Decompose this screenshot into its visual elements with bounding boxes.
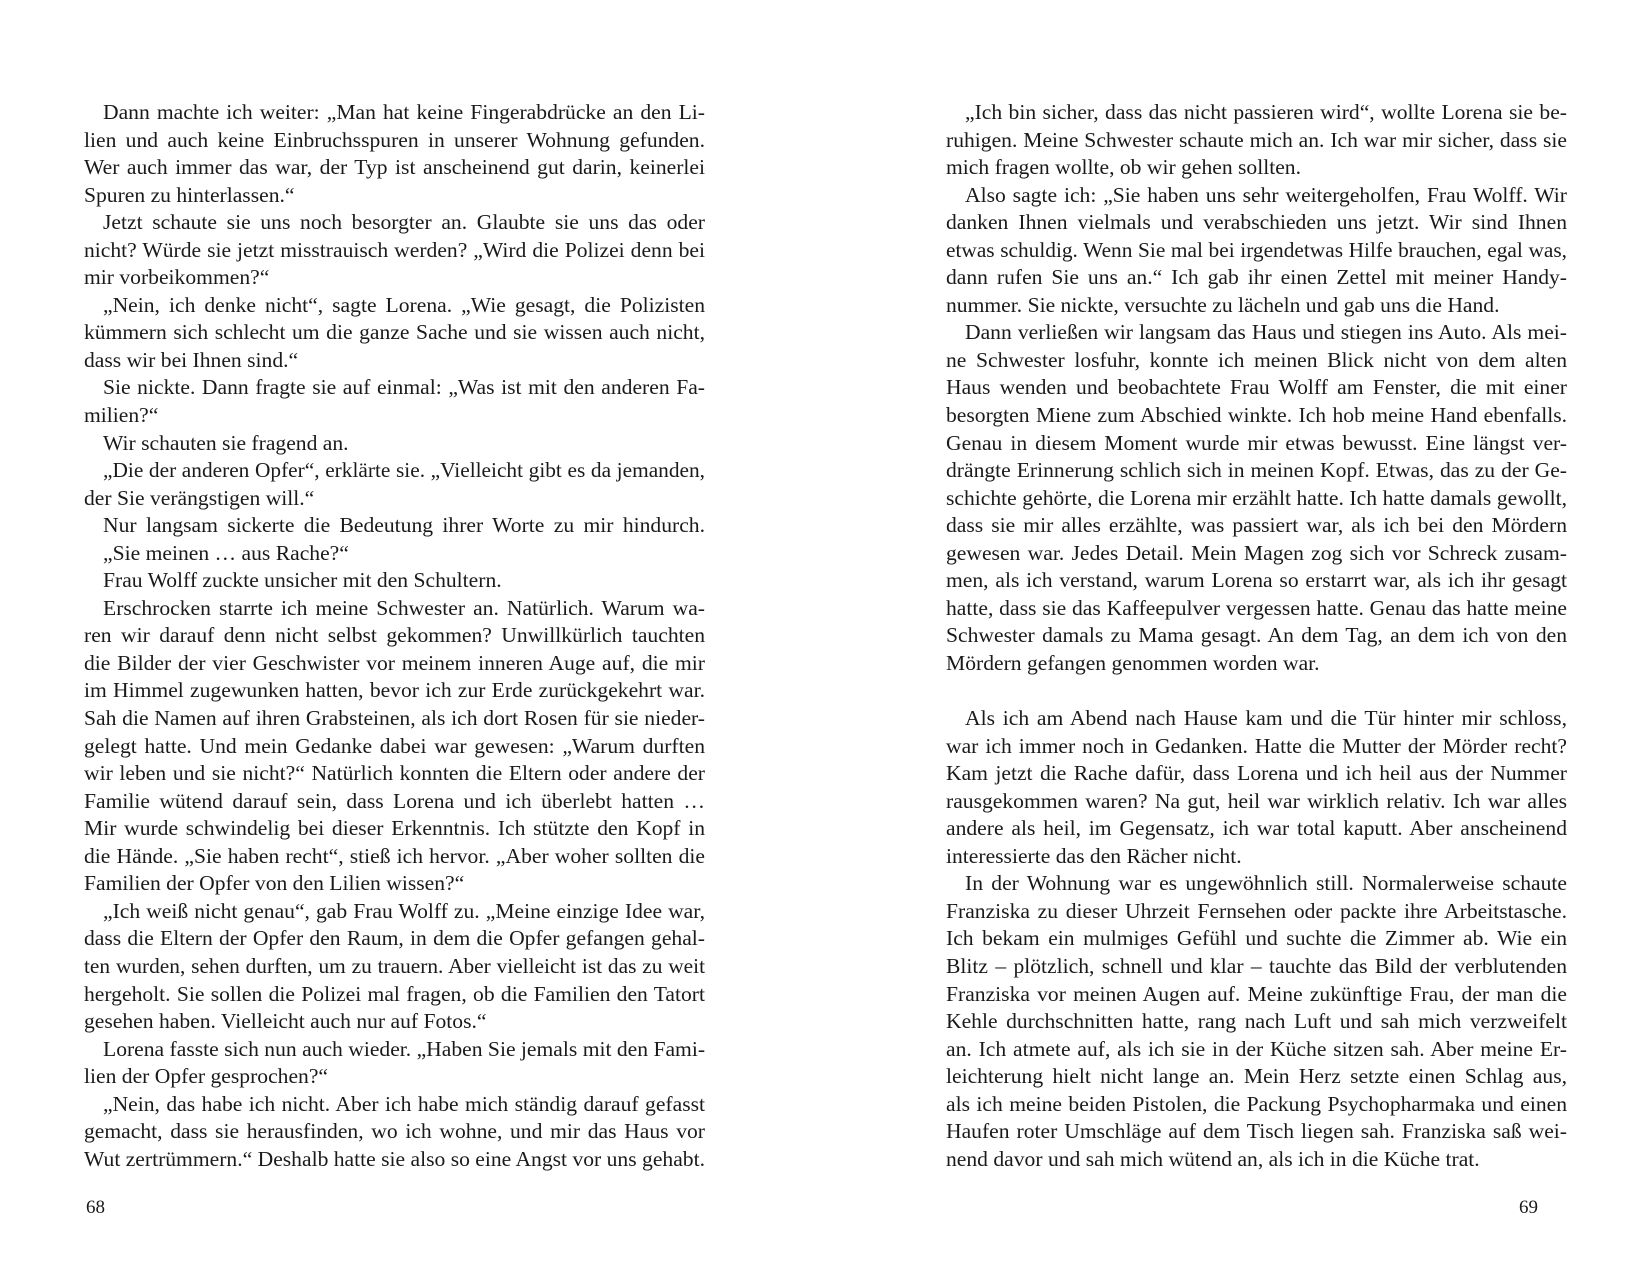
- text-line: war ich immer noch in Gedanken. Hatte die Mutter der Mörder recht?: [946, 733, 1567, 758]
- text-line: rausgekommen waren? Na gut, heil war wirklich relativ. Ich war alles: [946, 788, 1567, 813]
- text-line: Wir schauten sie fragend an.: [103, 430, 349, 455]
- text-line: ruhigen. Meine Schwester schaute mich an. Ich war mir sicher, dass sie: [946, 127, 1567, 152]
- text-line: drängte Erinnerung schlich sich in meinen Kopf. Etwas, das zu der Ge-: [946, 458, 1567, 483]
- text-line: interessierte das den Rächer nicht.: [946, 843, 1242, 868]
- text-line: ne Schwester losfuhr, konnte ich meinen Blick nicht von dem alten: [946, 347, 1567, 372]
- text-line: Jetzt schaute sie uns noch besorgter an. Glaubte sie uns das oder: [103, 210, 705, 235]
- text-line: Mördern gefangen genommen worden war.: [946, 650, 1320, 675]
- text-line: Blitz – plötzlich, schnell und klar – tauchte das Bild der verblutenden: [946, 953, 1567, 978]
- text-line: „Ich weiß nicht genau“, gab Frau Wolff zu. „Meine einzige Idee war,: [103, 898, 705, 923]
- text-line: Erschrocken starrte ich meine Schwester an. Natürlich. Warum wa-: [103, 595, 705, 620]
- text-line: andere als heil, im Gegensatz, ich war total kaputt. Aber anscheinend: [946, 816, 1567, 841]
- text-line: men, als ich verstand, warum Lorena so erstarrt war, als ich ihr gesagt: [946, 568, 1567, 593]
- text-line: danken Ihnen vielmals und verabschieden uns jetzt. Wir sind Ihnen: [946, 210, 1567, 235]
- text-line: nend davor und sah mich wütend an, als ich in die Küche trat.: [946, 1146, 1480, 1171]
- text-line: dass wir bei Ihnen sind.“: [84, 347, 299, 372]
- text-line: der Sie verängstigen will.“: [84, 485, 315, 510]
- text-line: Nur langsam sickerte die Bedeutung ihrer Worte zu mir hindurch.: [103, 513, 705, 538]
- text-line: „Nein, ich denke nicht“, sagte Lorena. „Wie gesagt, die Polizisten: [103, 292, 705, 317]
- text-line: an. Ich atmete auf, als ich sie in der Küche sitzen sah. Aber meine Er-: [946, 1036, 1567, 1061]
- text-line: hatte, dass sie das Kaffeepulver vergessen hatte. Genau das hatte meine: [946, 595, 1567, 620]
- text-line: gelegt hatte. Und mein Gedanke dabei war gewesen: „Warum durften: [84, 733, 705, 758]
- text-line: dass die Eltern der Opfer den Raum, in dem die Opfer gefangen gehal-: [84, 926, 705, 951]
- text-line: „Sie meinen … aus Rache?“: [103, 540, 349, 565]
- text-line: Also sagte ich: „Sie haben uns sehr weitergeholfen, Frau Wolff. Wir: [965, 182, 1567, 207]
- text-line: Frau Wolff zuckte unsicher mit den Schultern.: [103, 568, 502, 593]
- text-line: ren wir darauf denn nicht selbst gekommen? Unwillkürlich tauchten: [84, 623, 705, 648]
- text-line: Schwester damals zu Mama gesagt. An dem Tag, an dem ich von den: [946, 623, 1567, 648]
- text-line: „Die der anderen Opfer“, erklärte sie. „Vielleicht gibt es da jemanden,: [103, 458, 705, 483]
- section-break: [946, 677, 1567, 705]
- text-line: Familien der Opfer von den Lilien wissen?“: [84, 871, 465, 896]
- text-line: Spuren zu hinterlassen.“: [84, 182, 295, 207]
- text-line: mir vorbeikommen?“: [84, 265, 270, 290]
- text-line: Ich bekam ein mulmiges Gefühl und suchte die Zimmer ab. Wie ein: [946, 926, 1567, 951]
- text-line: Franziska zu dieser Uhrzeit Fernsehen oder packte ihre Arbeitstasche.: [946, 898, 1567, 923]
- right-page-number: 69: [1519, 1197, 1538, 1218]
- text-line: Sah die Namen auf ihren Grabsteinen, als ich dort Rosen für sie nieder-: [84, 706, 705, 731]
- text-line: hergeholt. Sie sollen die Polizei mal fragen, ob die Familien den Tatort: [84, 981, 705, 1006]
- text-line: Haus wenden und beobachtete Frau Wolff am Fenster, die mit einer: [946, 375, 1567, 400]
- text-line: besorgten Miene zum Abschied winkte. Ich hob meine Hand ebenfalls.: [946, 403, 1567, 428]
- text-line: nicht? Würde sie jetzt misstrauisch werden? „Wird die Polizei denn bei: [84, 237, 705, 262]
- text-line: die Hände. „Sie haben recht“, stieß ich hervor. „Aber woher sollten die: [84, 843, 705, 868]
- text-line: die Bilder der vier Geschwister vor meinem inneren Auge auf, die mir: [84, 650, 705, 675]
- text-line: Wer auch immer das war, der Typ ist anscheinend gut darin, keinerlei: [84, 155, 705, 180]
- text-line: im Himmel zugewunken hatten, bevor ich zur Erde zurückgekehrt war.: [84, 678, 705, 703]
- text-line: etwas schuldig. Wenn Sie mal bei irgendetwas Hilfe brauchen, egal was,: [946, 237, 1567, 262]
- text-line: als ich meine beiden Pistolen, die Packung Psychopharmaka und einen: [946, 1091, 1567, 1116]
- text-line: kümmern sich schlecht um die ganze Sache und sie wissen auch nicht,: [84, 320, 705, 345]
- text-line: Sie nickte. Dann fragte sie auf einmal: „Was ist mit den anderen Fa-: [103, 375, 705, 400]
- text-line: Als ich am Abend nach Hause kam und die Tür hinter mir schloss,: [965, 706, 1567, 731]
- text-line: Haufen roter Umschläge auf dem Tisch liegen sah. Franziska saß wei-: [946, 1119, 1567, 1144]
- text-line: Dann machte ich weiter: „Man hat keine Fingerabdrücke an den Li-: [103, 100, 705, 124]
- text-line: Mir wurde schwindelig bei dieser Erkenntnis. Ich stützte den Kopf in: [84, 816, 705, 841]
- text-line: Kehle durchschnitten hatte, rang nach Luft und sah mich verzweifelt: [946, 1009, 1567, 1034]
- text-line: gemacht, dass sie herausfinden, wo ich wohne, und mir das Haus vor: [84, 1119, 705, 1144]
- text-line: In der Wohnung war es ungewöhnlich still. Normalerweise schaute: [965, 871, 1567, 896]
- text-line: ten wurden, sehen durften, um zu trauern. Aber vielleicht ist das zu weit: [84, 953, 705, 978]
- text-line: wir leben und sie nicht?“ Natürlich konnten die Eltern oder andere der: [84, 761, 705, 786]
- text-line: Genau in diesem Moment wurde mir etwas bewusst. Eine längst ver-: [946, 430, 1567, 455]
- left-page-text: [84, 99, 705, 1173]
- text-line: Kam jetzt die Rache dafür, dass Lorena und ich heil aus der Nummer: [946, 761, 1567, 786]
- text-line: nummer. Sie nickte, versuchte zu lächeln und gab uns die Hand.: [946, 292, 1500, 317]
- text-line: milien?“: [84, 403, 159, 428]
- left-page-number: 68: [86, 1197, 105, 1218]
- text-line: dann rufen Sie uns an.“ Ich gab ihr einen Zettel mit meiner Handy-: [946, 265, 1567, 290]
- text-line: gesehen haben. Vielleicht auch nur auf Fotos.“: [84, 1009, 487, 1034]
- text-line: gewesen war. Jedes Detail. Mein Magen zog sich vor Schreck zusam-: [946, 540, 1567, 565]
- text-line: „Nein, das habe ich nicht. Aber ich habe mich ständig darauf gefasst: [103, 1091, 705, 1116]
- text-line: Lorena fasste sich nun auch wieder. „Haben Sie jemals mit den Fami-: [103, 1036, 706, 1061]
- text-line: leichterung hielt nicht lange an. Mein Herz setzte einen Schlag aus,: [946, 1064, 1567, 1089]
- text-line: schichte gehörte, die Lorena mir erzählt hatte. Ich hatte damals gewollt,: [946, 485, 1567, 510]
- text-line: Wut zertrümmern.“ Deshalb hatte sie also so eine Angst vor uns gehabt.: [84, 1146, 705, 1171]
- text-line: dass sie mir alles erzählte, was passiert war, als ich bei den Mördern: [946, 513, 1567, 538]
- text-line: „Ich bin sicher, dass das nicht passieren wird“, wollte Lorena sie be-: [965, 100, 1567, 124]
- text-line: Dann verließen wir langsam das Haus und stiegen ins Auto. Als mei-: [965, 320, 1567, 345]
- text-line: Familie wütend darauf sein, dass Lorena und ich überlebt hatten …: [84, 788, 705, 813]
- text-line: Franziska vor meinen Augen auf. Meine zukünftige Frau, der man die: [946, 981, 1567, 1006]
- text-line: mich fragen wollte, ob wir gehen sollten.: [946, 155, 1301, 180]
- text-line: lien und auch keine Einbruchsspuren in unserer Wohnung gefunden.: [84, 127, 705, 152]
- right-page-text: [946, 99, 1567, 1173]
- text-line: lien der Opfer gesprochen?“: [84, 1064, 329, 1089]
